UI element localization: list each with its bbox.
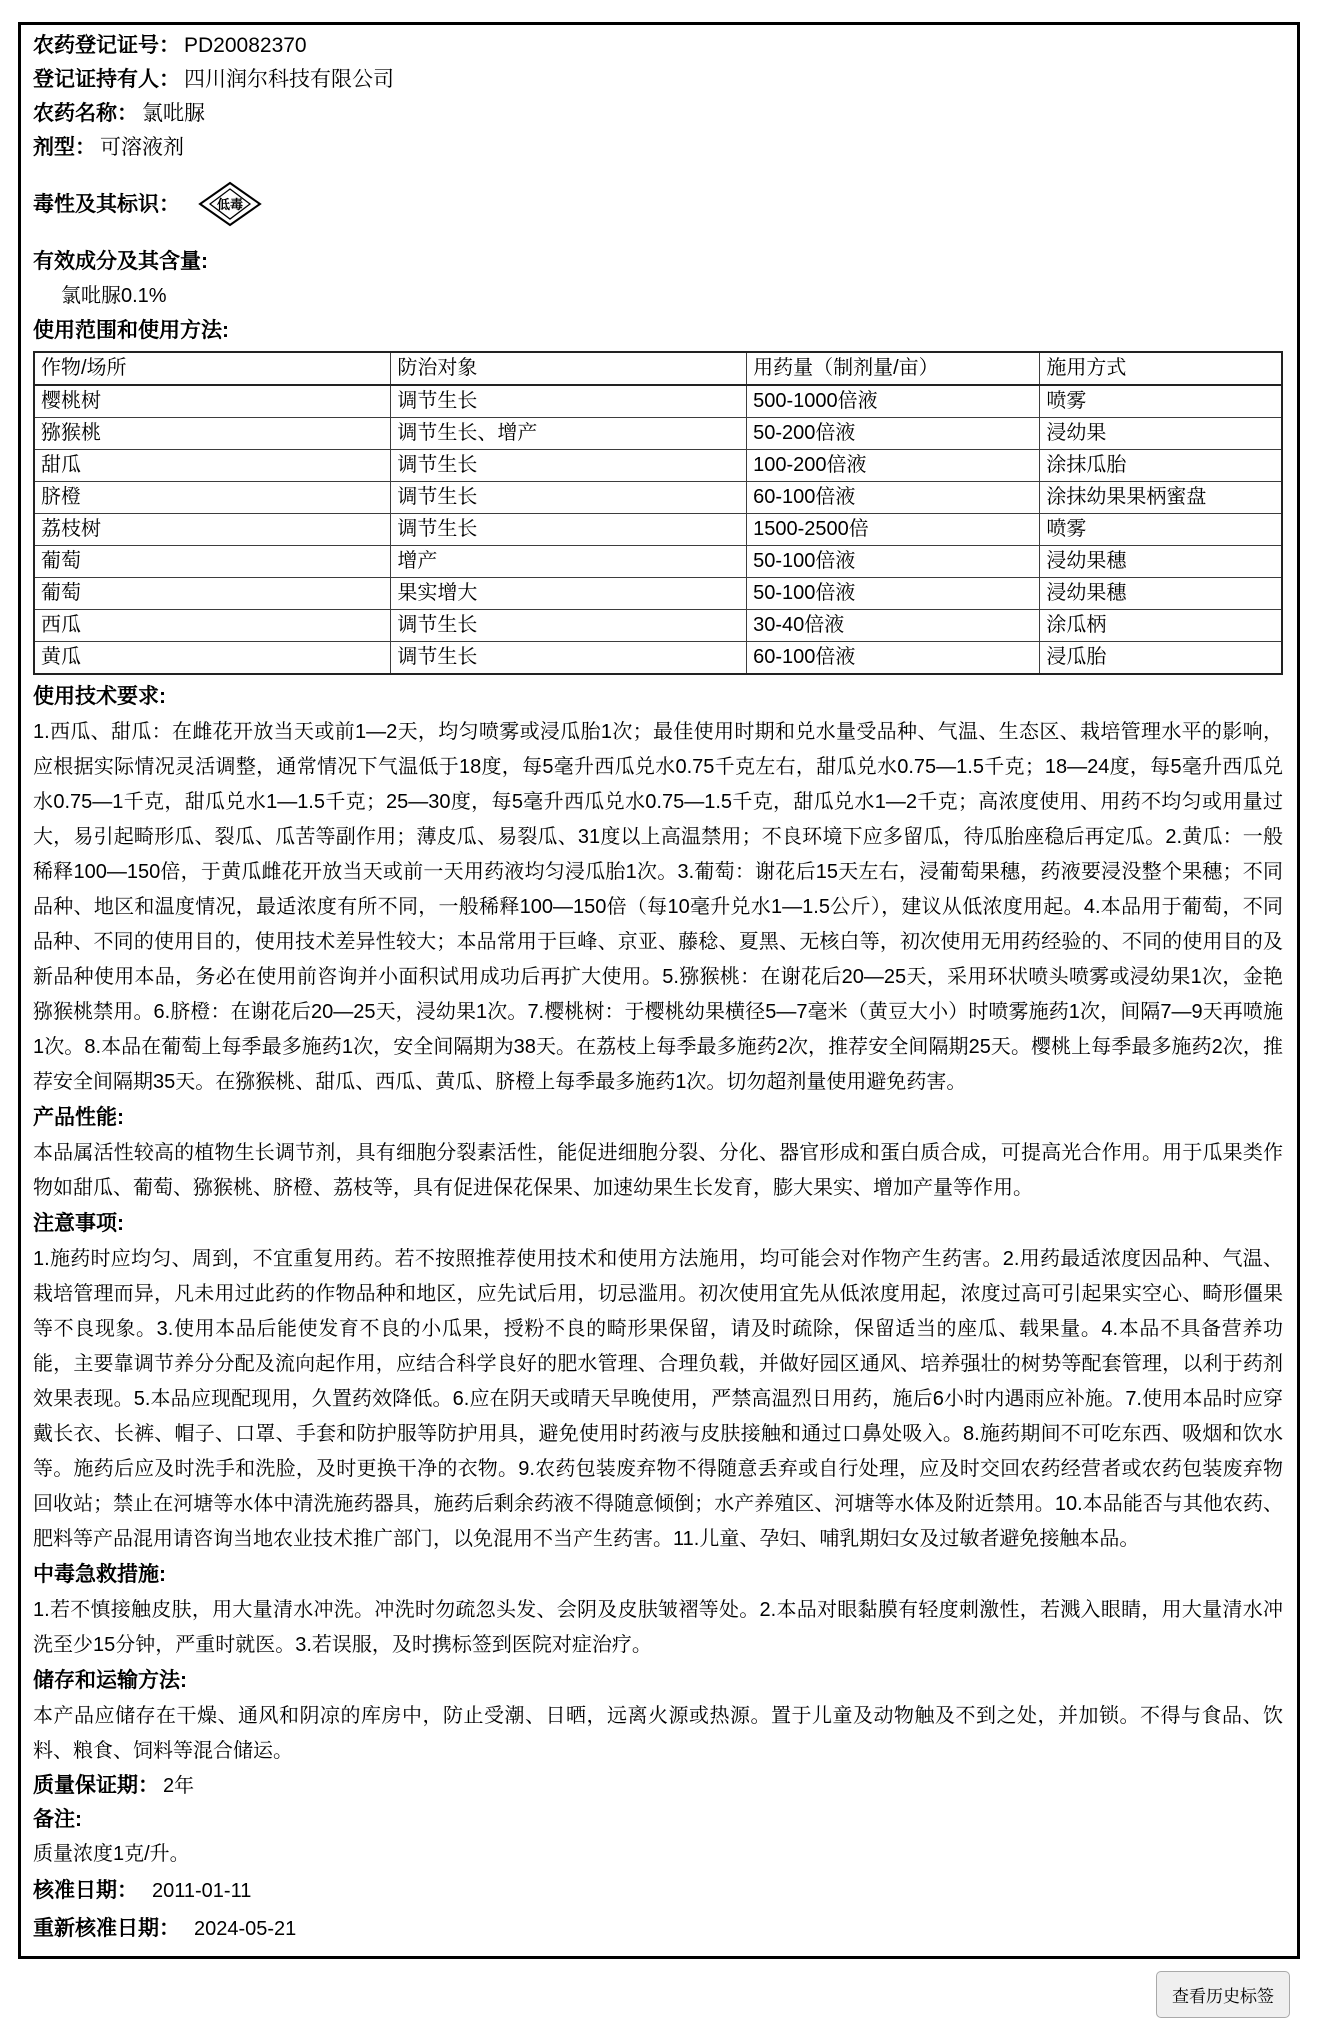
usage-table-cell: 60-100倍液 [747,482,1040,514]
field-pesticide-name-value: 氯吡脲 [142,102,205,125]
field-approval-date-label: 核准日期： [33,1879,138,1902]
section-performance-title: 产品性能: [33,1106,124,1129]
usage-table-cell: 涂抹幼果果柄蜜盘 [1040,482,1282,514]
usage-table-row [34,385,1282,418]
section-storage-title: 储存和运输方法: [33,1669,187,1692]
usage-table [33,351,1283,675]
field-warranty-value: 2年 [163,1775,195,1797]
usage-table-cell: 涂瓜柄 [1040,610,1282,642]
usage-table-cell: 500-1000倍液 [747,385,1040,418]
field-formulation [33,131,1283,165]
usage-table-cell: 果实增大 [391,578,747,610]
field-remark [33,1803,1283,1837]
document-actions [0,1971,1290,2018]
field-remark-value: 质量浓度1克/升。 [33,1843,190,1865]
section-first-aid-title: 中毒急救措施: [33,1563,166,1586]
field-ingredient [33,245,1283,279]
section-performance-body: 本品属活性较高的植物生长调节剂，具有细胞分裂素活性，能促进细胞分裂、分化、器官形成和蛋白质合成，可提高光合作用。用于瓜果类作物如甜瓜、葡萄、猕猴桃、脐橙、荔枝等，具有促进保花保果、加速幼果生长发育，膨大果实、增加产量等作用。 [33,1142,1283,1199]
usage-table-cell: 葡萄 [34,578,391,610]
usage-table-cell: 浸幼果 [1040,418,1282,450]
usage-table-row [34,418,1282,450]
usage-table-row [34,482,1282,514]
usage-table-cell: 增产 [391,546,747,578]
field-reapproval-date [33,1910,1283,1948]
field-approval-date-value: 2011-01-11 [152,1880,252,1902]
usage-table-cell: 猕猴桃 [34,418,391,450]
field-reapproval-date-label: 重新核准日期： [33,1917,180,1940]
usage-table-row [34,578,1282,610]
usage-table-cell: 调节生长 [391,482,747,514]
section-precautions-body: 1.施药时应均匀、周到，不宜重复用药。若不按照推荐使用技术和使用方法施用，均可能会对作物产生药害。2.用药最适浓度因品种、气温、栽培管理而异，凡未用过此药的作物品种和地区，应先试后用，切忌滥用。初次使用宜先从低浓度用起，浓度过高可引起果实空心、畸形僵果等不良现象。3.使用本品后能使发育不良的小瓜果，授粉不良的畸形果保留，请及时疏除，保留适当的座瓜、载果量。4.本品不具备营养功能，主要靠调节养分分配及流向起作用，应结合科学良好的肥水管理、合理负载，并做好园区通风、培养强壮的树势等配套管理，以利于药剂效果表现。5.本品应现配现用，久置药效降低。6.应在阴天或晴天早晚使用，严禁高温烈日用药，施后6小时内遇雨应补施。7.使用本品时应穿戴长衣、长裤、帽子、口罩、手套和防护服等防护用具，避免使用时药液与皮肤接触和通过口鼻处吸入。8.施药期间不可吃东西、吸烟和饮水等。施药后应及时洗手和洗脸，及时更换干净的衣物。9.农药包装废弃物不得随意丢弃或自行处理，应及时交回农药经营者或农药包装废弃物回收站；禁止在河塘等水体中清洗施药器具，施药后剩余药液不得随意倾倒；水产养殖区、河塘等水体及附近禁用。10.本品能否与其他农药、肥料等产品混用请咨询当地农业技术推广部门，以免混用不当产生药害。11.儿童、孕妇、哺乳期妇女及过敏者避免接触本品。 [33,1248,1283,1550]
field-warranty [33,1769,1283,1803]
usage-table-cell: 调节生长、增产 [391,418,747,450]
field-remark-label: 备注: [33,1808,82,1831]
usage-table-cell: 荔枝树 [34,514,391,546]
usage-table-cell: 调节生长 [391,385,747,418]
usage-table-cell: 调节生长 [391,610,747,642]
usage-table-cell: 黄瓜 [34,642,391,675]
usage-table-cell: 50-100倍液 [747,546,1040,578]
usage-table-cell: 西瓜 [34,610,391,642]
field-formulation-value: 可溶液剂 [100,136,184,159]
usage-table-cell: 100-200倍液 [747,450,1040,482]
field-ingredient-label: 有效成分及其含量: [33,250,208,273]
field-approval-date [33,1872,1283,1910]
usage-table-cell: 樱桃树 [34,385,391,418]
view-history-button[interactable]: 查看历史标签 [1156,1971,1290,2018]
usage-table-cell: 调节生长 [391,514,747,546]
usage-col-header-dosage: 用药量（制剂量/亩） [747,352,1040,385]
field-toxicity-label: 毒性及其标识： [33,193,180,216]
field-reg-no-label: 农药登记证号： [33,34,180,57]
field-holder [33,63,1283,97]
field-ingredient-value: 氯吡脲0.1% [61,285,167,307]
field-holder-value: 四川润尔科技有限公司 [184,68,394,91]
usage-col-header-crop: 作物/场所 [34,352,391,385]
field-formulation-label: 剂型： [33,136,96,159]
section-precautions-title: 注意事项: [33,1212,124,1235]
field-reapproval-date-value: 2024-05-21 [194,1918,297,1940]
usage-col-header-method: 施用方式 [1040,352,1282,385]
usage-table-cell: 喷雾 [1040,514,1282,546]
field-pesticide-name-label: 农药名称： [33,102,138,125]
low-toxicity-icon-text: 低毒 [216,196,244,212]
usage-table-cell: 1500-2500倍 [747,514,1040,546]
usage-table-cell: 脐橙 [34,482,391,514]
field-reg-no-value: PD20082370 [184,34,307,57]
usage-table-cell: 60-100倍液 [747,642,1040,675]
usage-table-row [34,610,1282,642]
field-warranty-label: 质量保证期： [33,1774,159,1797]
usage-table-cell: 浸幼果穗 [1040,546,1282,578]
usage-table-cell: 调节生长 [391,450,747,482]
usage-table-header-row [34,352,1282,385]
usage-table-cell: 葡萄 [34,546,391,578]
low-toxicity-diamond-icon [198,181,262,238]
usage-table-cell: 50-100倍液 [747,578,1040,610]
usage-table-cell: 50-200倍液 [747,418,1040,450]
usage-table-row [34,450,1282,482]
usage-table-row [34,546,1282,578]
usage-table-cell: 喷雾 [1040,385,1282,418]
field-pesticide-name [33,97,1283,131]
field-reg-no [33,29,1283,63]
section-storage-body: 本产品应储存在干燥、通风和阴凉的库房中，防止受潮、日晒，远离火源或热源。置于儿童及动物触及不到之处，并加锁。不得与食品、饮料、粮食、饲料等混合储运。 [33,1705,1283,1762]
section-first-aid-body: 1.若不慎接触皮肤，用大量清水冲洗。冲洗时勿疏忽头发、会阴及皮肤皱褶等处。2.本品对眼黏膜有轻度刺激性，若溅入眼睛，用大量清水冲洗至少15分钟，严重时就医。3.若误服，及时携标签到医院对症治疗。 [33,1599,1283,1656]
usage-table-cell: 浸瓜胎 [1040,642,1282,675]
usage-table-cell: 甜瓜 [34,450,391,482]
field-toxicity [33,165,1283,245]
section-tech-title: 使用技术要求: [33,685,166,708]
usage-table-cell: 涂抹瓜胎 [1040,450,1282,482]
usage-table-cell: 30-40倍液 [747,610,1040,642]
section-tech-body: 1.西瓜、甜瓜：在雌花开放当天或前1—2天，均匀喷雾或浸瓜胎1次；最佳使用时期和兑水量受品种、气温、生态区、栽培管理水平的影响，应根据实际情况灵活调整，通常情况下气温低于18度，每5毫升西瓜兑水0.75千克左右，甜瓜兑水0.75—1.5千克；18—24度，每5毫升西瓜兑水0.75—1千克，甜瓜兑水1—1.5千克；25—30度，每5毫升西瓜兑水0.75—1.5千克，甜瓜兑水1—2千克；高浓度使用、用药不均匀或用量过大，易引起畸形瓜、裂瓜、瓜苦等副作用；薄皮瓜、易裂瓜、31度以上高温禁用；不良环境下应多留瓜，待瓜胎座稳后再定瓜。2.黄瓜：一般稀释100—150倍，于黄瓜雌花开放当天或前一天用药液均匀浸瓜胎1次。3.葡萄：谢花后15天左右，浸葡萄果穗，药液要浸没整个果穗；不同品种、地区和温度情况，最适浓度有所不同，一般稀释100—150倍（每10毫升兑水1—1.5公斤），建议从低浓度用起。4.本品用于葡萄，不同品种、不同的使用目的，使用技术差异性较大；本品常用于巨峰、京亚、藤稔、夏黑、无核白等，初次使用无用药经验的、不同的使用目的及新品种使用本品，务必在使用前咨询并小面积试用成功后再扩大使用。5.猕猴桃：在谢花后20—25天，采用环状喷头喷雾或浸幼果1次，金艳猕猴桃禁用。6.脐橙：在谢花后20—25天，浸幼果1次。7.樱桃树：于樱桃幼果横径5—7毫米（黄豆大小）时喷雾施药1次，间隔7—9天再喷施1次。8.本品在葡萄上每季最多施药1次，安全间隔期为38天。在荔枝上每季最多施药2次，推荐安全间隔期25天。樱桃上每季最多施药2次，推荐安全间隔期35天。在猕猴桃、甜瓜、西瓜、黄瓜、脐橙上每季最多施药1次。切勿超剂量使用避免药害。 [33,721,1283,1093]
usage-table-cell: 浸幼果穗 [1040,578,1282,610]
usage-table-row [34,642,1282,675]
field-holder-label: 登记证持有人： [33,68,180,91]
usage-section-title: 使用范围和使用方法: [33,319,229,342]
pesticide-label-document [18,22,1300,1959]
usage-table-cell: 调节生长 [391,642,747,675]
usage-col-header-target: 防治对象 [391,352,747,385]
usage-table-row [34,514,1282,546]
